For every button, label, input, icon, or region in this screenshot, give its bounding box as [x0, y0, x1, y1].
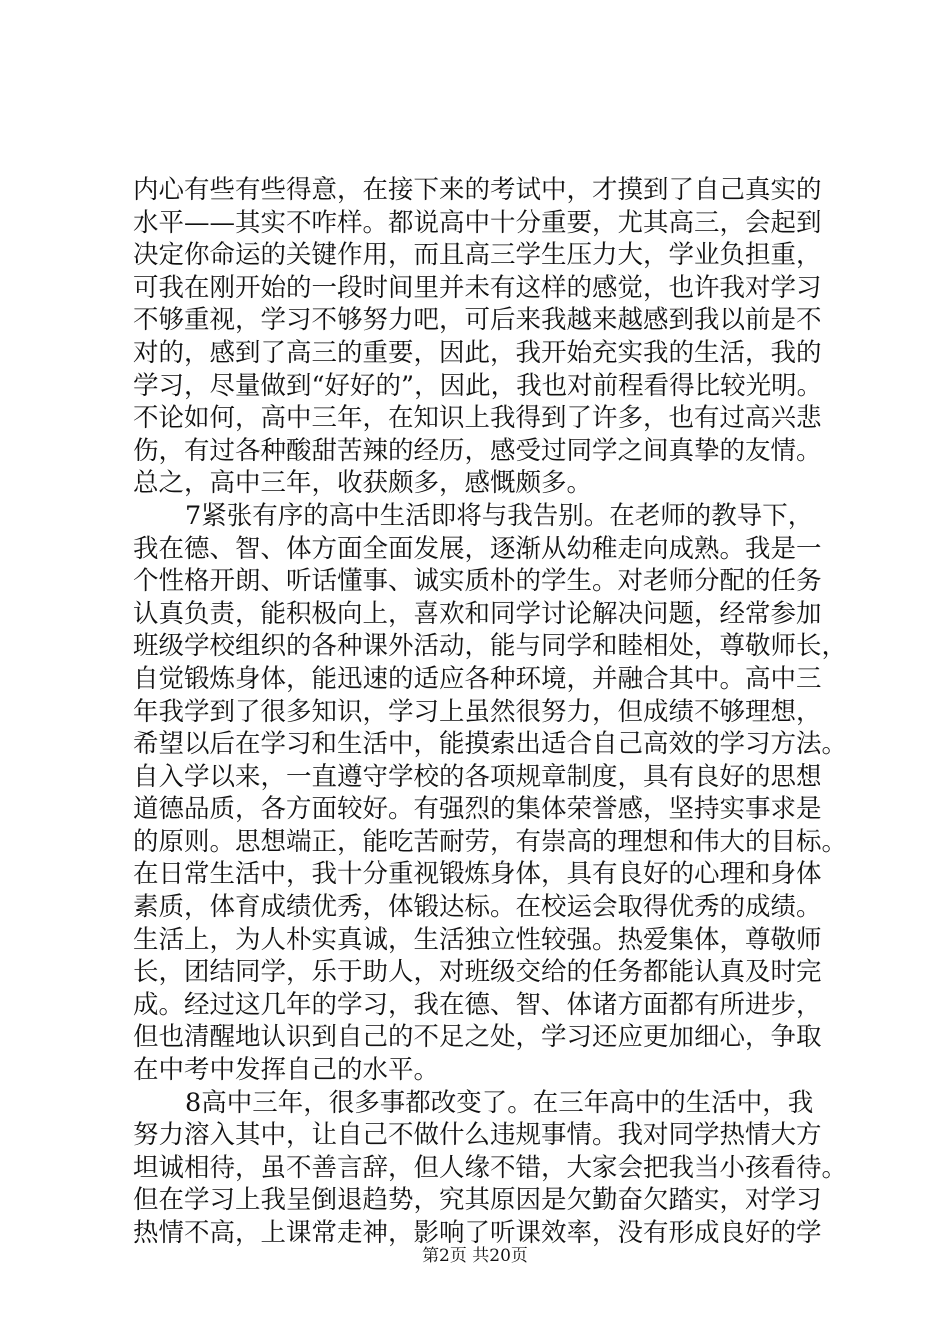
paragraph-start-line: 8高中三年，很多事都改变了。在三年高中的生活中，我: [185, 1087, 814, 1118]
text-line: 道德品质，各方面较好。有强烈的集体荣誉感，坚持实事求是: [133, 794, 822, 825]
text-line: 素质，体育成绩优秀，体锻达标。在校运会取得优秀的成绩。: [133, 892, 822, 923]
text-line: 我在德、智、体方面全面发展，逐渐从幼稚走向成熟。我是一: [133, 533, 822, 564]
text-line: 认真负责，能积极向上，喜欢和同学讨论解决问题，经常参加: [133, 598, 822, 629]
text-line: 成。经过这几年的学习，我在德、智、体诸方面都有所进步，: [133, 989, 822, 1020]
text-line: 年我学到了很多知识，学习上虽然很努力，但成绩不够理想，: [133, 696, 822, 727]
text-line: 坦诚相待，虽不善言辞，但人缘不错，大家会把我当小孩看待。: [133, 1152, 848, 1183]
text-line: 班级学校组织的各种课外活动，能与同学和睦相处，尊敬师长，: [133, 631, 848, 662]
page-number-footer: 第2页 共20页: [422, 1246, 528, 1266]
text-line: 希望以后在学习和生活中，能摸索出适合自己高效的学习方法。: [133, 729, 848, 760]
text-line: 内心有些有些得意，在接下来的考试中，才摸到了自己真实的: [133, 175, 822, 205]
text-line: 在中考中发挥自己的水平。: [133, 1055, 440, 1086]
text-line: 努力溶入其中，让自己不做什么违规事情。我对同学热情大方: [133, 1120, 822, 1151]
text-line: 水平——其实不咋样。都说高中十分重要，尤其高三，会起到: [133, 207, 822, 238]
body-text: [133, 174, 848, 1250]
text-line: 自觉锻炼身体，能迅速的适应各种环境，并融合其中。高中三: [133, 663, 822, 694]
text-line: 在日常生活中，我十分重视锻炼身体，具有良好的心理和身体: [133, 859, 822, 890]
text-line: 的原则。思想端正，能吃苦耐劳，有崇高的理想和伟大的目标。: [133, 826, 848, 857]
paragraph-start-line: 7紧张有序的高中生活即将与我告别。在老师的教导下，: [185, 500, 814, 531]
text-line: 但也清醒地认识到自己的不足之处，学习还应更加细心，争取: [133, 1022, 822, 1053]
text-line: 不够重视，学习不够努力吧，可后来我越来越感到我以前是不: [133, 305, 822, 336]
text-line: 自入学以来，一直遵守学校的各项规章制度，具有良好的思想: [133, 761, 822, 792]
text-line: 学习，尽量做到“好好的”，因此，我也对前程看得比较光明。: [133, 370, 823, 401]
text-line: 决定你命运的关键作用，而且高三学生压力大，学业负担重，: [133, 240, 822, 271]
text-line: 可我在刚开始的一段时间里并未有这样的感觉，也许我对学习: [133, 272, 822, 303]
text-line: 总之，高中三年，收获颇多，感慨颇多。: [133, 468, 593, 499]
text-line: 个性格开朗、听话懂事、诚实质朴的学生。对老师分配的任务: [133, 566, 822, 597]
text-line: 对的，感到了高三的重要，因此，我开始充实我的生活，我的: [133, 337, 822, 368]
text-line: 长，团结同学，乐于助人，对班级交给的任务都能认真及时完: [133, 957, 822, 988]
text-line: 不论如何，高中三年，在知识上我得到了许多，也有过高兴悲: [133, 403, 822, 434]
text-line: 热情不高，上课常走神，影响了听课效率，没有形成良好的学: [133, 1218, 822, 1248]
text-line: 生活上，为人朴实真诚，生活独立性较强。热爱集体，尊敬师: [133, 924, 822, 955]
text-line: 伤，有过各种酸甜苦辣的经历，感受过同学之间真挚的友情。: [133, 435, 822, 466]
text-line: 但在学习上我呈倒退趋势，究其原因是欠勤奋欠踏实，对学习: [133, 1185, 822, 1216]
